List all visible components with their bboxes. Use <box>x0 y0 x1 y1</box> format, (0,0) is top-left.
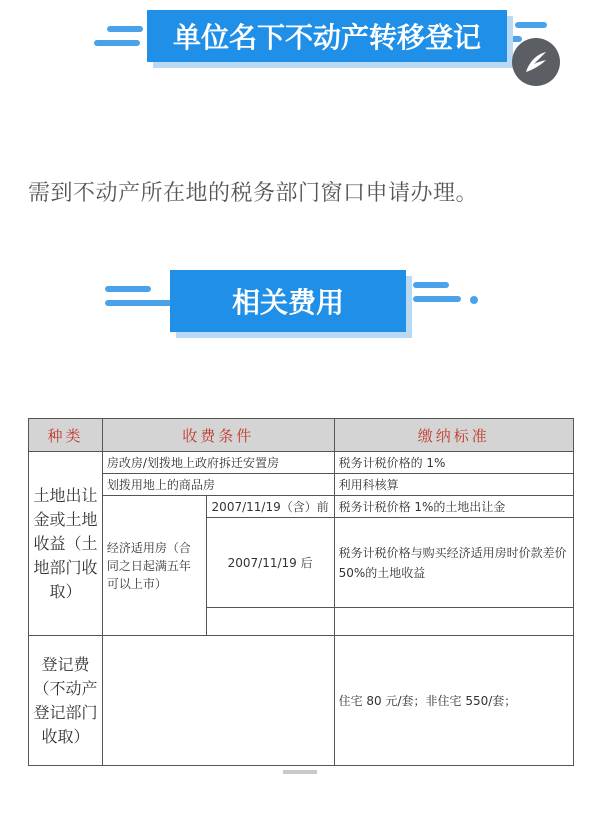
section-title-fees: 相关费用 <box>170 270 406 332</box>
scroll-indicator <box>283 770 317 774</box>
cell-empty <box>102 636 334 766</box>
intro-text: 需到不动产所在地的税务部门窗口申请办理。 <box>28 181 479 206</box>
cell-standard: 税务计税价格的 1% <box>334 452 573 474</box>
cell-condition: 房改房/划拨地上政府拆迁安置房 <box>102 452 334 474</box>
table-row <box>29 636 574 766</box>
table-header-row <box>29 419 574 452</box>
table-row <box>29 474 574 496</box>
category-registration: 登记费（不动产登记部门收取） <box>29 636 103 766</box>
cell-empty <box>206 608 334 636</box>
fees-table <box>28 418 574 766</box>
header-category: 种类 <box>29 419 103 452</box>
table-row <box>29 452 574 474</box>
cell-standard: 税务计税价格 1%的土地出让金 <box>334 496 573 518</box>
cell-date-after: 2007/11/19 后 <box>206 518 334 608</box>
header-standard: 缴纳标准 <box>334 419 573 452</box>
cell-registration-standard: 住宅 80 元/套；非住宅 550/套； <box>334 636 573 766</box>
section-header-transfer <box>0 0 600 80</box>
header-condition: 收费条件 <box>102 419 334 452</box>
cell-standard: 税务计税价格与购买经济适用房时价款差价 50%的土地收益 <box>334 518 573 608</box>
cell-empty <box>334 608 573 636</box>
cell-date-before: 2007/11/19（含）前 <box>206 496 334 518</box>
cell-affordable-housing: 经济适用房（合同之日起满五年可以上市） <box>102 496 206 636</box>
category-land: 土地出让金或土地收益（土地部门收取） <box>29 452 103 636</box>
cell-condition: 划拨用地上的商品房 <box>102 474 334 496</box>
pen-logo-icon <box>512 38 560 86</box>
section-header-fees <box>0 262 600 342</box>
section-title-transfer: 单位名下不动产转移登记 <box>147 10 507 62</box>
cell-standard: 利用科核算 <box>334 474 573 496</box>
table-row <box>29 496 574 518</box>
